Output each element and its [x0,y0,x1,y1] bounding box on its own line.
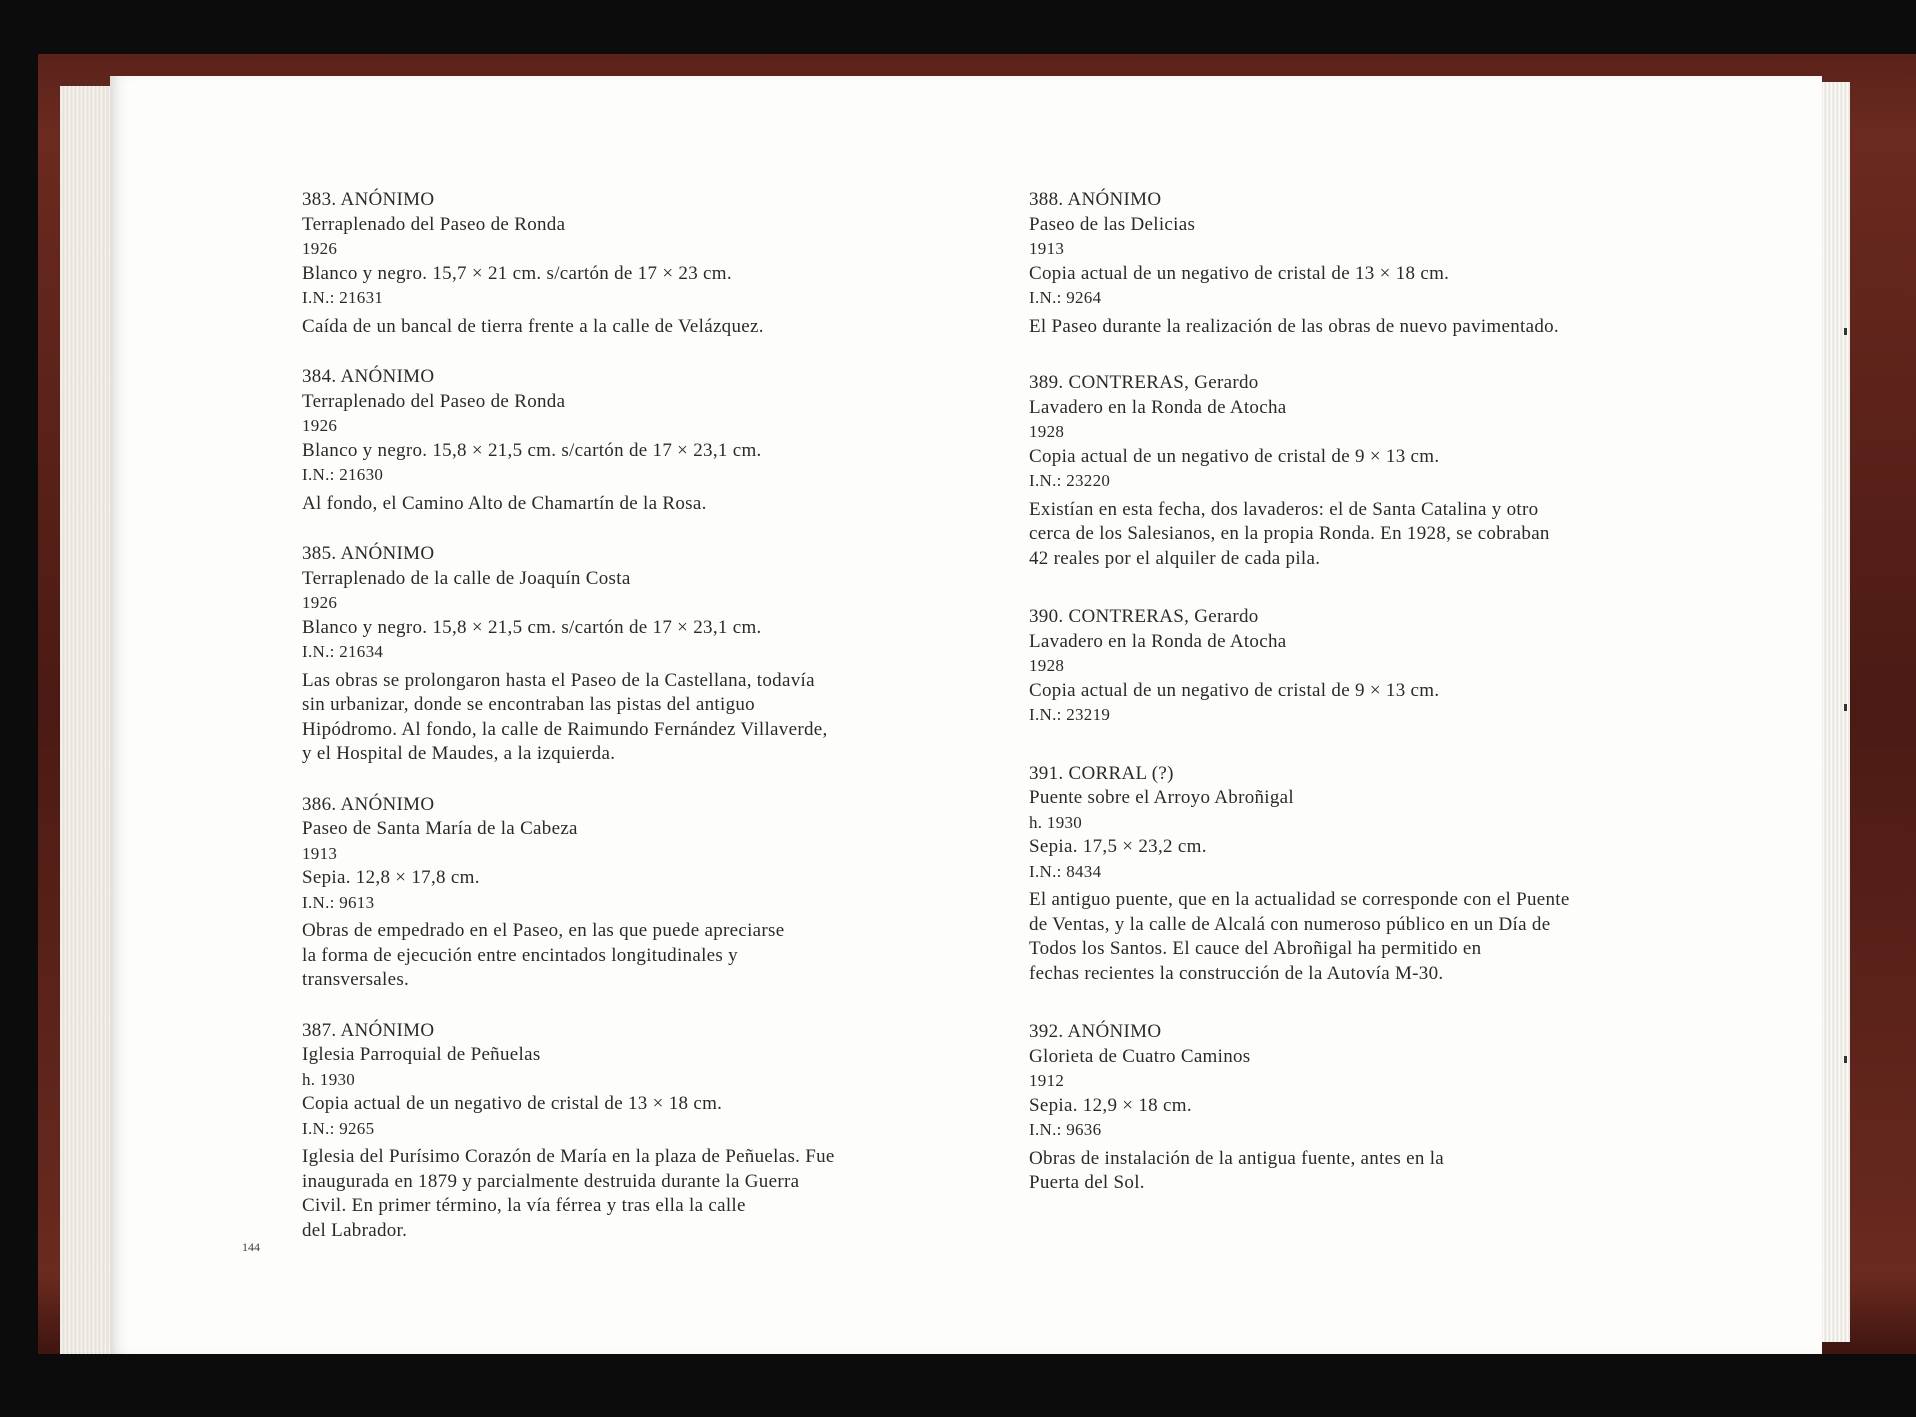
entry-technique: Copia actual de un negativo de cristal de 9 × 13 cm. [1029,445,1440,467]
entry-date: h. 1930 [302,1069,356,1089]
margin-mark [1844,704,1847,711]
page-edges-right [1822,82,1850,1342]
entry-inventory: I.N.: 23219 [1029,705,1111,724]
entry-description: Obras de instalación de la antigua fuente, antes en la Puerta del Sol. [1029,1147,1445,1193]
book-page [110,76,1822,1354]
entry-title: Paseo de las Delicias [1029,213,1196,235]
margin-mark [1844,328,1847,335]
left-column [302,188,1002,1265]
entry-title: Paseo de Santa María de la Cabeza [302,818,578,839]
catalog-entry-388 [1029,188,1729,339]
entry-inventory: I.N.: 9264 [1029,288,1102,307]
entry-technique: Blanco y negro. 15,8 × 21,5 cm. s/cartón de 17 × 23,1 cm. [302,439,762,461]
catalog-entry-385 [302,542,1002,767]
entry-title: Glorieta de Cuatro Caminos [1029,1045,1251,1067]
entry-description: Caída de un bancal de tierra frente a la calle de Velázquez. [302,315,764,337]
entry-technique: Blanco y negro. 15,7 × 21 cm. s/cartón de 17 × 23 cm. [302,262,732,284]
right-column [1029,188,1729,1218]
entry-date: 1928 [1029,656,1065,675]
entry-heading: 383. ANÓNIMO [302,189,435,210]
entry-date: 1926 [302,593,338,612]
catalog-entry-383 [302,188,1002,339]
entry-inventory: I.N.: 21630 [302,465,384,484]
entry-description: Existían en esta fecha, dos lavaderos: el de Santa Catalina y otro cerca de los Salesianos, en la propia Ronda. En 1928, se cobraban 42 reales por el alquiler de cada pila. [1029,498,1550,569]
entry-technique: Sepia. 12,9 × 18 cm. [1029,1094,1192,1116]
page-edges-left [60,86,113,1354]
entry-heading: 387. ANÓNIMO [302,1019,435,1041]
entry-description: Obras de empedrado en el Paseo, en las que puede apreciarse la forma de ejecución entre encintados longitudinales y transversales. [302,920,785,990]
entry-date: 1926 [302,239,338,258]
page-number: 144 [242,1240,260,1254]
margin-mark [1844,1056,1847,1063]
entry-heading: 392. ANÓNIMO [1029,1021,1162,1042]
entry-inventory: I.N.: 21634 [302,642,384,661]
entry-technique: Copia actual de un negativo de cristal de 13 × 18 cm. [1029,262,1450,284]
catalog-entry-386 [302,793,1002,993]
entry-technique: Blanco y negro. 15,8 × 21,5 cm. s/cartón de 17 × 23,1 cm. [302,616,762,638]
catalog-entry-390 [1029,605,1729,728]
entry-technique: Copia actual de un negativo de cristal de 13 × 18 cm. [302,1093,723,1114]
entry-heading: 390. CONTRERAS, Gerardo [1029,606,1259,627]
entry-inventory: I.N.: 21631 [302,288,384,307]
entry-inventory: I.N.: 9265 [302,1118,375,1138]
entry-title: Terraplenado del Paseo de Ronda [302,390,566,412]
catalog-entry-392 [1029,1020,1729,1196]
entry-title: Terraplenado de la calle de Joaquín Costa [302,567,631,589]
entry-date: 1912 [1029,1071,1065,1090]
entry-description: Iglesia del Purísimo Corazón de María en la plaza de Peñuelas. Fue inaugurada en 1879 y parcialmente destruida durante la Guerra Civil. En primer término, la vía férrea y tras ella la calle del Labrador. [302,1146,835,1241]
entry-technique: Sepia. 12,8 × 17,8 cm. [302,867,480,888]
entry-date: h. 1930 [1029,812,1083,832]
entry-title: Puente sobre el Arroyo Abroñigal [1029,787,1294,808]
entry-inventory: I.N.: 8434 [1029,861,1102,881]
entry-description: Las obras se prolongaron hasta el Paseo de la Castellana, todavía sin urbanizar, donde se encontraban las pistas del antiguo Hipódromo. Al fondo, la calle de Raimundo Fernández Villaverde, y el Hospital de Maudes, a la izquierda. [302,669,828,764]
entry-date: 1928 [1029,422,1065,441]
entry-date: 1926 [302,416,338,435]
catalog-entry-391 [1029,762,1729,987]
entry-title: Lavadero en la Ronda de Atocha [1029,630,1287,652]
entry-date: 1913 [302,843,338,863]
entry-inventory: I.N.: 9613 [302,892,375,912]
entry-heading: 384. ANÓNIMO [302,366,435,387]
entry-description: Al fondo, el Camino Alto de Chamartín de la Rosa. [302,492,707,514]
catalog-entry-384 [302,365,1002,516]
entry-heading: 386. ANÓNIMO [302,793,435,815]
entry-inventory: I.N.: 9636 [1029,1120,1102,1139]
entry-description: El Paseo durante la realización de las obras de nuevo pavimentado. [1029,315,1559,337]
entry-description: El antiguo puente, que en la actualidad se corresponde con el Puente de Ventas, y la calle de Alcalá con numeroso público en un Día de Todos los Santos. El cauce del Abroñigal ha permitido en fechas recientes la construcción de la Autovía M-30. [1029,889,1570,984]
catalog-entry-387 [302,1019,1002,1244]
entry-heading: 391. CORRAL (?) [1029,762,1174,784]
entry-title: Lavadero en la Ronda de Atocha [1029,396,1287,418]
catalog-entry-389 [1029,371,1729,571]
entry-title: Terraplenado del Paseo de Ronda [302,213,566,235]
entry-technique: Copia actual de un negativo de cristal de 9 × 13 cm. [1029,679,1440,701]
entry-inventory: I.N.: 23220 [1029,471,1111,490]
entry-heading: 388. ANÓNIMO [1029,189,1162,210]
entry-heading: 389. CONTRERAS, Gerardo [1029,372,1259,393]
entry-technique: Sepia. 17,5 × 23,2 cm. [1029,836,1207,857]
entry-heading: 385. ANÓNIMO [302,543,435,564]
entry-date: 1913 [1029,239,1065,258]
entry-title: Iglesia Parroquial de Peñuelas [302,1044,541,1065]
